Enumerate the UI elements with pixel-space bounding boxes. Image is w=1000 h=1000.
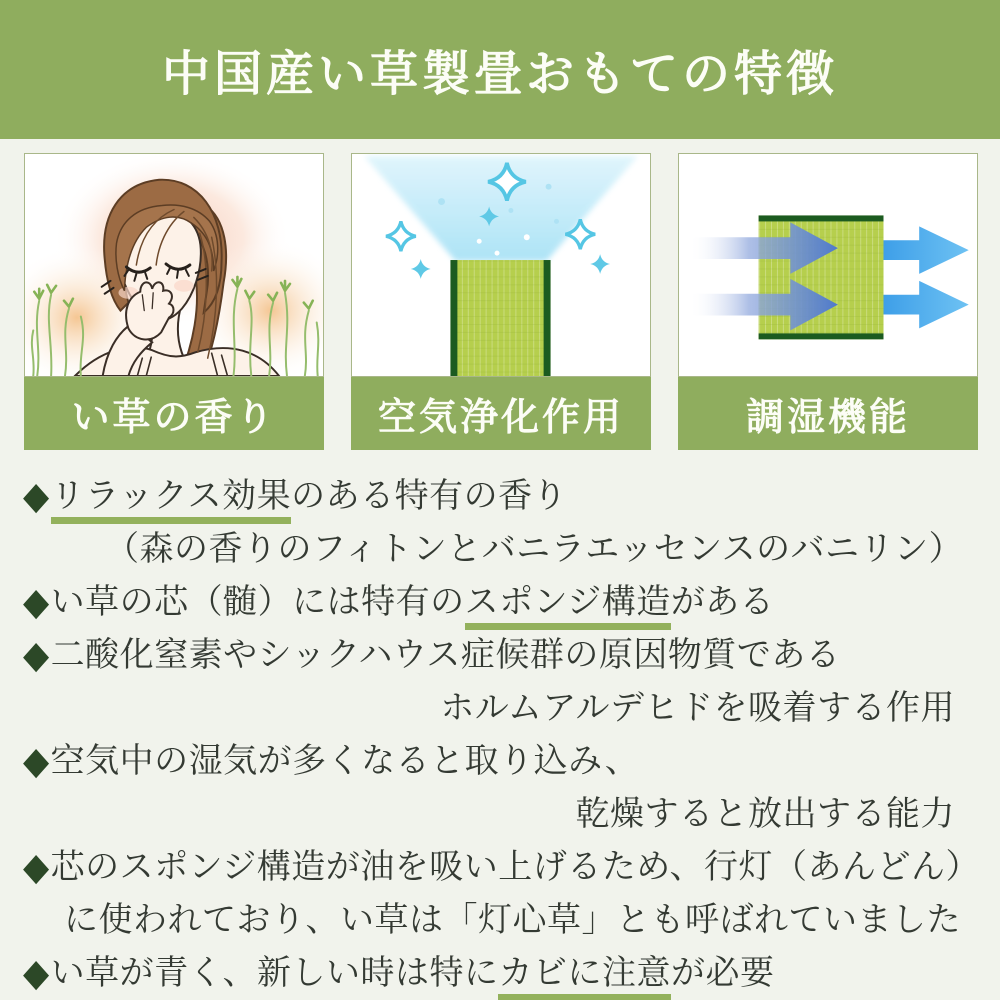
- feature-panel-humidity: [678, 153, 978, 450]
- bullet-line: [0, 841, 1000, 894]
- bullet-line: [0, 682, 1000, 735]
- diamond-bullet-icon: ◆: [23, 633, 50, 677]
- panel-image-air-purification: [351, 153, 651, 377]
- panel-label-fragrance: い草の香り: [24, 377, 324, 450]
- bullet-line: [0, 788, 1000, 841]
- diamond-bullet-icon: ◆: [23, 951, 50, 995]
- panel-label-humidity: 調湿機能: [678, 377, 978, 450]
- text-segment: がある: [670, 583, 775, 621]
- text-segment: い草が青く、新しい時は特に: [50, 954, 499, 992]
- bullet-line: [0, 523, 1000, 576]
- bullet-line: [0, 576, 1000, 629]
- text-segment: い草の芯（髄）には特有の: [50, 583, 465, 621]
- text-segment: のある特有の香り: [291, 477, 568, 515]
- page-title: 中国産い草製畳おもての特徴: [161, 48, 838, 101]
- tatami-edge: [544, 260, 551, 376]
- bullet-line: [0, 947, 1000, 1000]
- text-segment: （森の香りのフィトンとバニラエッセンスのバニリン）: [105, 530, 964, 568]
- bullet-line: [0, 735, 1000, 788]
- header-banner: [0, 0, 1000, 139]
- bullet-line: [0, 470, 1000, 523]
- underlined-keyword: カビに注意: [498, 954, 671, 1000]
- feature-panels: [24, 153, 978, 450]
- bubble-dot: [495, 251, 500, 256]
- underlined-keyword: スポンジ構造: [465, 583, 671, 630]
- air-purification-illustration: [352, 154, 650, 376]
- humidity-control-illustration: [679, 154, 977, 376]
- feature-bullet-list: [0, 470, 1000, 1000]
- bullet-line: [0, 629, 1000, 682]
- underlined-keyword: リラックス効果: [51, 477, 291, 524]
- bubble-dot: [508, 208, 513, 213]
- diamond-bullet-icon: ◆: [23, 845, 50, 889]
- panel-label-air-purification: 空気浄化作用: [351, 377, 651, 450]
- tatami-edge: [759, 215, 884, 221]
- blush-right: [174, 280, 194, 292]
- bubble-dot: [546, 184, 552, 190]
- bullet-line: [0, 894, 1000, 947]
- bubble-dot: [477, 239, 482, 244]
- feature-panel-fragrance: [24, 153, 324, 450]
- text-segment: に使われており、い草は「灯心草」とも呼ばれていました: [64, 901, 961, 939]
- tatami-mat-icon: [759, 215, 884, 339]
- diamond-bullet-icon: ◆: [23, 739, 50, 783]
- text-segment: ホルムアルデヒドを吸着する作用: [440, 689, 955, 727]
- text-segment: が必要: [670, 954, 775, 992]
- diamond-bullet-icon: ◆: [23, 474, 50, 518]
- text-segment: 二酸化窒素やシックハウス症候群の原因物質である: [50, 636, 841, 674]
- tatami-mat-icon: [450, 260, 550, 376]
- text-segment: 乾燥すると放出する能力: [575, 795, 955, 833]
- feature-panel-air-purification: [351, 153, 651, 450]
- text-segment: 芯のスポンジ構造が油を吸い上げるため、行灯（あんどん）: [50, 848, 980, 886]
- relaxing-woman-illustration: [25, 154, 323, 376]
- bubble-dot: [438, 198, 445, 205]
- panel-image-humidity: [678, 153, 978, 377]
- bubble-dot: [524, 234, 530, 240]
- panel-image-fragrance: [24, 153, 324, 377]
- text-segment: 空気中の湿気が多くなると取り込み、: [50, 742, 640, 780]
- bubble-dot: [554, 219, 559, 224]
- tatami-edge: [450, 260, 457, 376]
- diamond-bullet-icon: ◆: [23, 580, 50, 624]
- tatami-edge: [759, 333, 884, 339]
